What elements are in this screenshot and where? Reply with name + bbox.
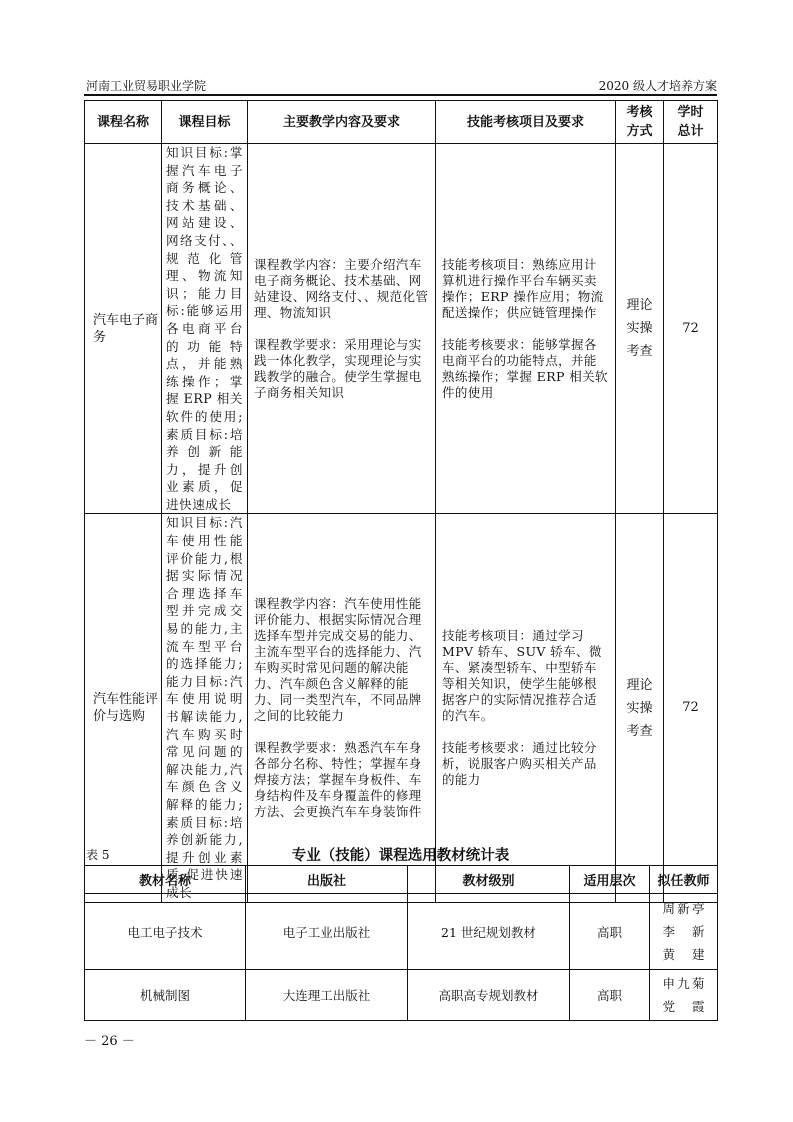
- table-row: [85, 894, 718, 970]
- col-course-name: 课程名称: [85, 101, 162, 144]
- total-hours: 72: [664, 514, 718, 902]
- book-level: 21 世纪规划教材: [408, 894, 570, 970]
- teachers: 周新亭 李新 黄建: [650, 894, 718, 970]
- col-tier: 适用层次: [570, 866, 650, 894]
- table-label: 表 5: [86, 848, 110, 862]
- course-content: 课程教学内容：汽车使用性能评价能力、根据实际情况合理选择车型并完成交易的能力、主流车型平台的选择能力、汽车购买时常见问题的解决能力、汽车颜色含义解释的能力、同一类型汽车，不同品牌之间的比较能力 课程教学要求：熟悉汽车车身各部分名称、特性；掌握车身焊接方法；掌握车身板件、车身结构件及车身覆盖件的修理方法、会更换汽车车身装饰件: [248, 514, 436, 902]
- course-name: 汽车性能评价与选购: [85, 514, 162, 902]
- publisher: 大连理工出版社: [246, 970, 408, 1021]
- course-goal: 知识目标:汽车使用性能评价能力,根据实际情况合理选择车型并完成交易的能力,主流车型平台的选择能力;能力目标:汽车使用说明书解读能力,汽车购买时常见问题的解决能力,汽车颜色含义解释的能力;素质目标:培养创新能力,提升创业素质,促进快速成长: [162, 514, 248, 902]
- textbook-table: [84, 865, 718, 1021]
- col-method: 考核 方式: [616, 101, 664, 144]
- assessment-method: 理论 实操 考查: [616, 514, 664, 902]
- plan-title: 2020 级人才培养方案: [598, 79, 717, 93]
- col-skill: 技能考核项目及要求: [436, 101, 616, 144]
- table-row: [85, 144, 718, 514]
- page-number: － 26 －: [84, 1034, 135, 1049]
- skill-assessment: 技能考核项目：熟练应用计算机进行操作平台车辆买卖操作；ERP 操作应用；物流配送操作；供应链管理操作 技能考核要求：能够掌握各电商平台的功能特点，并能熟练操作；掌握 ERP 相关软件的使用: [436, 144, 616, 514]
- book-level: 高职高专规划教材: [408, 970, 570, 1021]
- book-name: 机械制图: [85, 970, 246, 1021]
- publisher: 电子工业出版社: [246, 894, 408, 970]
- col-teacher: 拟任教师: [650, 866, 718, 894]
- school-name: 河南工业贸易职业学院: [86, 79, 207, 93]
- col-hours: 学时 总计: [664, 101, 718, 144]
- col-book-name: 教材名称: [85, 866, 246, 894]
- teachers: 申九菊 党霞: [650, 970, 718, 1021]
- book-name: 电工电子技术: [85, 894, 246, 970]
- col-course-goal: 课程目标: [162, 101, 248, 144]
- skill-assessment: 技能考核项目：通过学习 MPV 轿车、SUV 轿车、微车、紧凑型轿车、中型轿车等相关知识，使学生能够根据客户的实际情况推荐合适的汽车。 技能考核要求：通过比较分析，说服客户购买相关产品的能力: [436, 514, 616, 902]
- course-content: 课程教学内容：主要介绍汽车电子商务概论、技术基础、网站建设、网络支付、、规范化管理、物流知识 课程教学要求：采用理论与实践一体化教学，实现理论与实践教学的融合。使学生掌握电子商务相关知识: [248, 144, 436, 514]
- tier: 高职: [570, 970, 650, 1021]
- col-content: 主要教学内容及要求: [248, 101, 436, 144]
- assessment-method: 理论 实操 考查: [616, 144, 664, 514]
- table-row: [85, 970, 718, 1021]
- course-table-header: [85, 101, 718, 144]
- course-name: 汽车电子商务: [85, 144, 162, 514]
- course-goal: 知识目标:掌握汽车电子商务概论、技术基础、网站建设、网络支付、、规范化管理、物流知识；能力目标:能够运用各电商平台的功能特点，并能熟练操作；掌握 ERP 相关软件的使用;素质目标:培养创新能力，提升创业素质，促进快速成长: [162, 144, 248, 514]
- col-book-level: 教材级别: [408, 866, 570, 894]
- page-header: [84, 74, 717, 96]
- course-table: [84, 100, 718, 903]
- textbook-table-header: [85, 866, 718, 894]
- total-hours: 72: [664, 144, 718, 514]
- tier: 高职: [570, 894, 650, 970]
- table-title: 专业（技能）课程选用教材统计表: [291, 848, 510, 864]
- col-publisher: 出版社: [246, 866, 408, 894]
- table-caption: [84, 844, 717, 864]
